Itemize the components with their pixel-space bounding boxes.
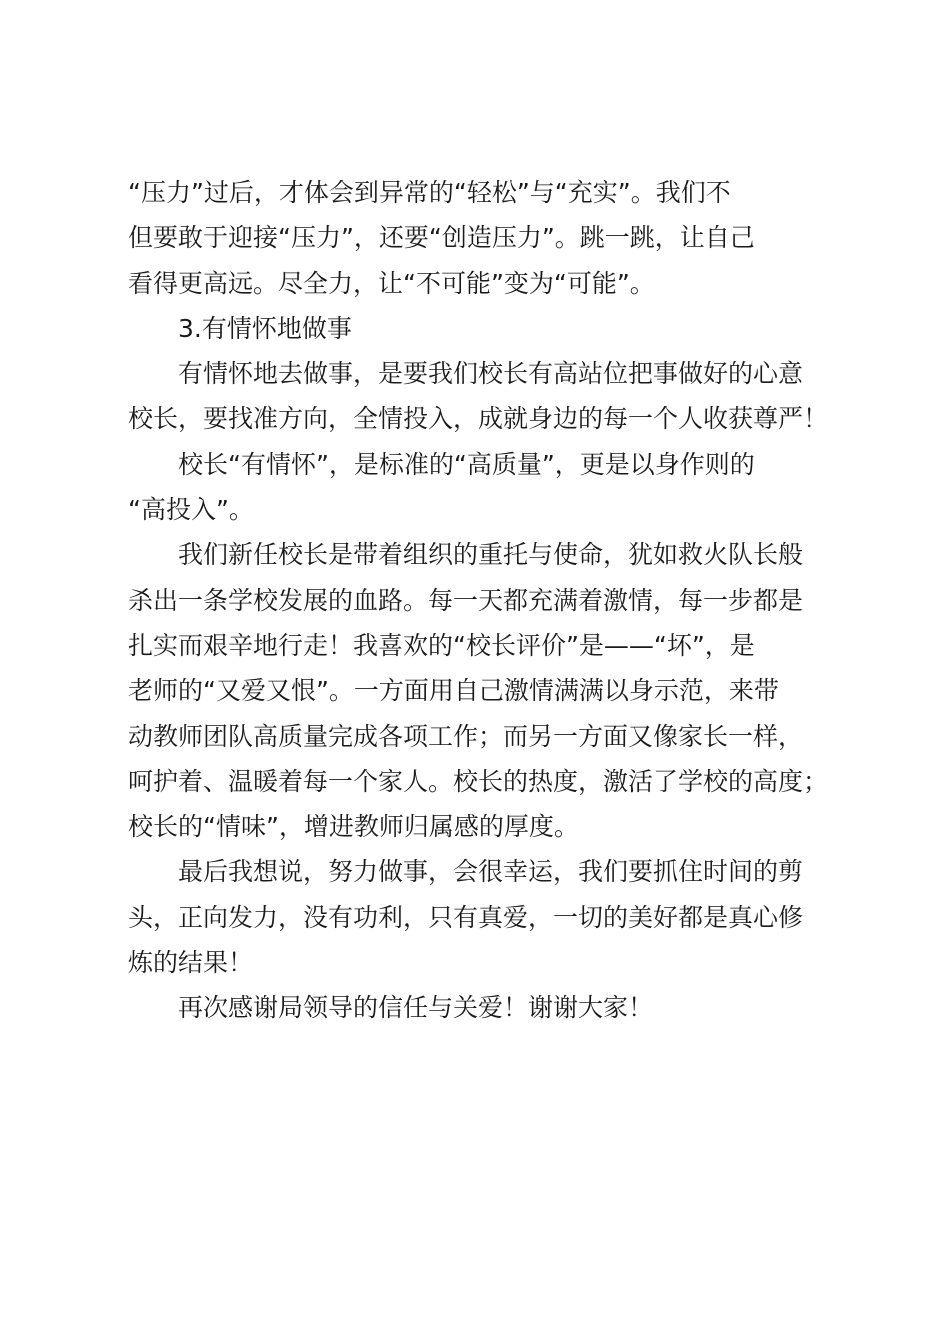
text-line-2: 但要敢于迎接“压力”，还要“创造压力”。跳一跳，让自己 xyxy=(128,223,755,253)
text-line-6: 校长，要找准方向，全情投入，成就身边的每一个人收获尊严！ xyxy=(128,404,829,434)
document-body xyxy=(128,170,828,1031)
text-line-15: 校长的“情味”，增进教师归属感的厚度。 xyxy=(128,812,579,842)
text-line-7: 校长“有情怀”，是标准的“高质量”，更是以身作则的 xyxy=(178,449,755,479)
text-line-9: 我们新任校长是带着组织的重托与使命，犹如救火队长般 xyxy=(178,540,804,570)
text-line-12: 老师的“又爱又恨”。一方面用自己激情满满以身示范，来带 xyxy=(128,676,779,706)
text-line-16: 最后我想说，努力做事，会很幸运，我们要抓住时间的剪 xyxy=(178,857,804,887)
text-line-3: 看得更高远。尽全力，让“不可能”变为“可能”。 xyxy=(128,268,655,298)
text-line-1: “压力”过后，才体会到异常的“轻松”与“充实”。我们不 xyxy=(128,178,731,207)
text-line-10: 杀出一条学校发展的血路。每一天都充满着激情，每一步都是 xyxy=(128,585,804,615)
text-line-11: 扎实而艰辛地行走！我喜欢的“校长评价”是——“坏”，是 xyxy=(128,630,755,660)
text-line-5: 有情怀地去做事，是要我们校长有高站位把事做好的心意 xyxy=(178,359,804,389)
closing-line: 再次感谢局领导的信任与关爱！谢谢大家！ xyxy=(178,993,654,1023)
text-line-18: 炼的结果！ xyxy=(128,948,254,978)
text-line-8: “高投入”。 xyxy=(128,495,254,525)
text-line-13: 动教师团队高质量完成各项工作；而另一方面又像家长一样， xyxy=(128,721,804,751)
text-line-17: 头，正向发力，没有功利，只有真爱，一切的美好都是真心修 xyxy=(128,902,804,932)
text-line-14: 呵护着、温暖着每一个家人。校长的热度，激活了学校的高度； xyxy=(128,766,829,796)
section-heading: 3.有情怀地做事 xyxy=(178,313,352,343)
